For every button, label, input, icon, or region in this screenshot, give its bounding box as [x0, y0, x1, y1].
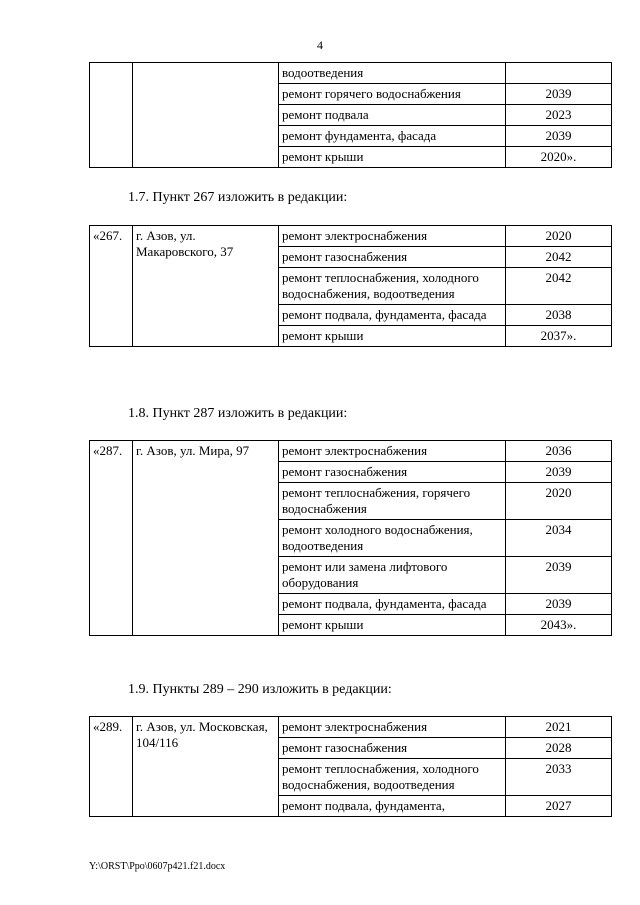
table-row [90, 717, 612, 738]
item-number: «267. [90, 226, 133, 347]
item-table [89, 225, 612, 347]
work-cell: ремонт крыши [279, 147, 506, 168]
section-heading: 1.8. Пункт 287 изложить в редакции: [128, 406, 348, 421]
work-cell: ремонт газоснабжения [279, 738, 506, 759]
year-cell: 2021 [506, 717, 612, 738]
table-row [90, 63, 612, 84]
work-cell: ремонт электроснабжения [279, 441, 506, 462]
work-cell: ремонт подвала, фундамента, фасада [279, 594, 506, 615]
year-cell: 2020 [506, 483, 612, 520]
year-cell: 2039 [506, 557, 612, 594]
work-cell: ремонт крыши [279, 615, 506, 636]
section-heading: 1.7. Пункт 267 изложить в редакции: [128, 190, 348, 205]
year-cell: 2036 [506, 441, 612, 462]
year-cell: 2037». [506, 326, 612, 347]
year-cell: 2043». [506, 615, 612, 636]
year-cell: 2042 [506, 268, 612, 305]
continuation-table [89, 62, 612, 168]
work-cell: ремонт или замена лифтового оборудования [279, 557, 506, 594]
table-row [90, 226, 612, 247]
work-cell: ремонт электроснабжения [279, 226, 506, 247]
year-cell: 2020». [506, 147, 612, 168]
table-row [90, 441, 612, 462]
item-address: г. Азов, ул. Мира, 97 [133, 441, 279, 636]
year-cell: 2042 [506, 247, 612, 268]
item-address: г. Азов, ул. Московская, 104/116 [133, 717, 279, 817]
work-cell: ремонт подвала, фундамента, фасада [279, 305, 506, 326]
year-cell: 2023 [506, 105, 612, 126]
work-cell: ремонт газоснабжения [279, 462, 506, 483]
file-path-footer: Y:\ORST\Ppo\0607p421.f21.docx [89, 861, 226, 872]
page-number: 4 [317, 38, 323, 52]
year-cell: 2039 [506, 594, 612, 615]
work-cell: ремонт фундамента, фасада [279, 126, 506, 147]
year-cell: 2039 [506, 126, 612, 147]
item-table [89, 440, 612, 636]
item-number: «289. [90, 717, 133, 817]
work-cell: ремонт подвала, фундамента, [279, 796, 506, 817]
section-heading: 1.9. Пункты 289 – 290 изложить в редакции: [128, 682, 392, 697]
year-cell [506, 63, 612, 84]
item-table [89, 716, 612, 817]
year-cell: 2039 [506, 462, 612, 483]
item-number: «287. [90, 441, 133, 636]
work-cell: ремонт теплоснабжения, горячего водоснабжения [279, 483, 506, 520]
work-cell: ремонт холодного водоснабжения, водоотведения [279, 520, 506, 557]
work-cell: ремонт подвала [279, 105, 506, 126]
work-cell: ремонт электроснабжения [279, 717, 506, 738]
work-cell: водоотведения [279, 63, 506, 84]
work-cell: ремонт горячего водоснабжения [279, 84, 506, 105]
item-address: г. Азов, ул. Макаровского, 37 [133, 226, 279, 347]
year-cell: 2039 [506, 84, 612, 105]
year-cell: 2027 [506, 796, 612, 817]
work-cell: ремонт газоснабжения [279, 247, 506, 268]
work-cell: ремонт теплоснабжения, холодного водоснабжения, водоотведения [279, 268, 506, 305]
year-cell: 2028 [506, 738, 612, 759]
year-cell: 2033 [506, 759, 612, 796]
year-cell: 2034 [506, 520, 612, 557]
year-cell: 2020 [506, 226, 612, 247]
work-cell: ремонт теплоснабжения, холодного водоснабжения, водоотведения [279, 759, 506, 796]
year-cell: 2038 [506, 305, 612, 326]
work-cell: ремонт крыши [279, 326, 506, 347]
